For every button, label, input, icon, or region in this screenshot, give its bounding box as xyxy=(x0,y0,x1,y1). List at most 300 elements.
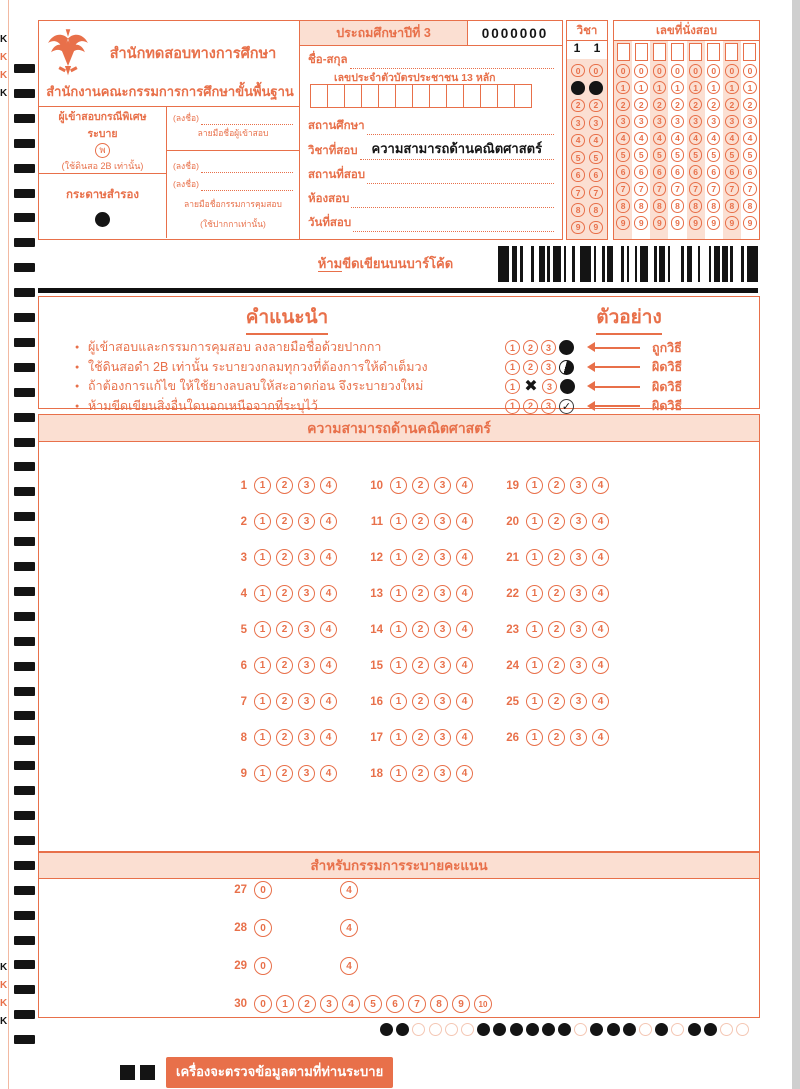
answer-bubble-q21-choice-4[interactable]: 4 xyxy=(592,549,609,566)
answer-bubble-q20-choice-1[interactable]: 1 xyxy=(526,513,543,530)
seat-bubble-col7-digit-9[interactable]: 9 xyxy=(725,216,739,230)
answer-bubble-q19-choice-4[interactable]: 4 xyxy=(592,477,609,494)
answer-bubble-q20-choice-2[interactable]: 2 xyxy=(548,513,565,530)
citizen-id-box-5[interactable] xyxy=(378,84,396,108)
answer-bubble-q16-choice-4[interactable]: 4 xyxy=(456,693,473,710)
seat-bubble-col1-digit-4[interactable]: 4 xyxy=(616,132,630,146)
timing-mark xyxy=(14,960,35,969)
seat-bubble-col2-digit-1[interactable]: 1 xyxy=(634,81,648,95)
seat-bubble-col4-digit-2[interactable]: 2 xyxy=(671,98,685,112)
answer-bubble-q26-choice-2[interactable]: 2 xyxy=(548,729,565,746)
timing-mark xyxy=(14,911,35,920)
seat-bubble-col4-digit-5[interactable]: 5 xyxy=(671,148,685,162)
answer-bubble-q21-choice-1[interactable]: 1 xyxy=(526,549,543,566)
answer-cell xyxy=(359,477,495,494)
answer-bubble-q22-choice-2[interactable]: 2 xyxy=(548,585,565,602)
timing-mark xyxy=(14,189,35,198)
subject-bubble-col1-digit-9[interactable]: 9 xyxy=(571,221,585,235)
answer-bubble-q16-choice-1[interactable]: 1 xyxy=(390,693,407,710)
registration-mark: K xyxy=(0,998,8,1009)
seat-bubble-col6-digit-4[interactable]: 4 xyxy=(707,132,721,146)
score-bubble-q30-value-10[interactable]: 10 xyxy=(474,995,492,1013)
score-bubble-q30-value-8[interactable]: 8 xyxy=(430,995,448,1013)
answer-row xyxy=(223,765,631,782)
seat-bubble-col5-digit-7[interactable]: 7 xyxy=(689,182,703,196)
proctor-signature-line-1[interactable] xyxy=(201,172,293,173)
seat-digit-writebox-5[interactable] xyxy=(689,43,702,61)
timing-mark xyxy=(14,562,35,571)
seat-bubble-col2-digit-0[interactable]: 0 xyxy=(634,64,648,78)
score-bubble-q30-value-5[interactable]: 5 xyxy=(364,995,382,1013)
seat-bubble-col7-digit-0[interactable]: 0 xyxy=(725,64,739,78)
citizen-id-box-11[interactable] xyxy=(480,84,498,108)
answer-bubble-q23-choice-1[interactable]: 1 xyxy=(526,621,543,638)
spare-paper-box xyxy=(39,174,166,238)
seat-bubble-col4-digit-8[interactable]: 8 xyxy=(671,199,685,213)
seat-bubble-col6-digit-3[interactable]: 3 xyxy=(707,115,721,129)
seat-bubble-col5-digit-3[interactable]: 3 xyxy=(689,115,703,129)
answer-bubble-q4-choice-2[interactable]: 2 xyxy=(276,585,293,602)
seat-bubble-col2-digit-2[interactable]: 2 xyxy=(634,98,648,112)
answer-row xyxy=(223,693,631,710)
seat-bubble-col3-digit-6[interactable]: 6 xyxy=(653,165,667,179)
answer-bubble-q7-choice-3[interactable]: 3 xyxy=(298,693,315,710)
citizen-id-box-3[interactable] xyxy=(344,84,362,108)
seat-bubble-col3-digit-8[interactable]: 8 xyxy=(653,199,667,213)
seat-bubble-col8-digit-3[interactable]: 3 xyxy=(743,115,757,129)
answer-bubble-q7-choice-1[interactable]: 1 xyxy=(254,693,271,710)
checked-bubble-icon: ✓ xyxy=(559,399,574,414)
seat-column-5 xyxy=(687,41,705,239)
timing-mark xyxy=(14,413,35,422)
answer-bubble-q19-choice-1[interactable]: 1 xyxy=(526,477,543,494)
answer-bubble-q14-choice-1[interactable]: 1 xyxy=(390,621,407,638)
score-bubble-q27-value-4[interactable]: 4 xyxy=(340,881,358,899)
score-bubble-q27-value-0[interactable]: 0 xyxy=(254,881,272,899)
date-field-line[interactable] xyxy=(353,231,554,232)
example-bubbles xyxy=(505,360,580,375)
seat-bubble-col7-digit-6[interactable]: 6 xyxy=(725,165,739,179)
filled-bubble-icon xyxy=(560,379,575,394)
answer-bubble-q18-choice-3[interactable]: 3 xyxy=(434,765,451,782)
answer-bubble-q8-choice-3[interactable]: 3 xyxy=(298,729,315,746)
citizen-id-box-12[interactable] xyxy=(497,84,515,108)
subject-bubble-col1-digit-4[interactable]: 4 xyxy=(571,134,585,148)
answer-bubble-q3-choice-2[interactable]: 2 xyxy=(276,549,293,566)
seat-digit-writebox-7[interactable] xyxy=(725,43,738,61)
seat-bubble-col3-digit-9[interactable]: 9 xyxy=(653,216,667,230)
seat-bubble-col4-digit-4[interactable]: 4 xyxy=(671,132,685,146)
seat-bubble-col5-digit-8[interactable]: 8 xyxy=(689,199,703,213)
seat-bubble-col8-digit-9[interactable]: 9 xyxy=(743,216,757,230)
answer-bubble-q13-choice-3[interactable]: 3 xyxy=(434,585,451,602)
timing-dot-6 xyxy=(461,1023,474,1036)
seat-bubble-col1-digit-8[interactable]: 8 xyxy=(616,199,630,213)
footer-note: เครื่องจะตรวจข้อมูลตามที่ท่านระบาย xyxy=(166,1057,393,1088)
barcode-stripe xyxy=(498,246,509,282)
seat-bubble-col3-digit-5[interactable]: 5 xyxy=(653,148,667,162)
answer-bubble-q10-choice-3[interactable]: 3 xyxy=(434,477,451,494)
timing-mark xyxy=(14,637,35,646)
answer-bubble-q16-choice-2[interactable]: 2 xyxy=(412,693,429,710)
seat-digit-writebox-1[interactable] xyxy=(617,43,630,61)
seat-bubble-col6-digit-7[interactable]: 7 xyxy=(707,182,721,196)
seat-bubble-col7-digit-2[interactable]: 2 xyxy=(725,98,739,112)
citizen-id-box-10[interactable] xyxy=(463,84,481,108)
spare-paper-filled-bubble[interactable] xyxy=(95,212,110,227)
seat-bubble-col3-digit-3[interactable]: 3 xyxy=(653,115,667,129)
grade-level-label: ประถมศึกษาปีที่ 3 xyxy=(300,21,468,45)
seat-digit-writebox-2[interactable] xyxy=(635,43,648,61)
seat-bubble-col2-digit-6[interactable]: 6 xyxy=(634,165,648,179)
seat-bubble-col8-digit-8[interactable]: 8 xyxy=(743,199,757,213)
answer-bubble-q22-choice-4[interactable]: 4 xyxy=(592,585,609,602)
instructions-title: คำแนะนำ xyxy=(246,302,328,335)
seat-bubble-col1-digit-3[interactable]: 3 xyxy=(616,115,630,129)
examinee-signature-cell xyxy=(167,107,299,151)
seat-bubble-col8-digit-0[interactable]: 0 xyxy=(743,64,757,78)
seat-bubble-col8-digit-1[interactable]: 1 xyxy=(743,81,757,95)
answer-bubble-q11-choice-1[interactable]: 1 xyxy=(390,513,407,530)
score-bubble-q30-value-3[interactable]: 3 xyxy=(320,995,338,1013)
subject-field-line[interactable] xyxy=(360,138,554,160)
scorer-row-q30 xyxy=(223,995,496,1013)
venue-field-line[interactable] xyxy=(367,183,554,184)
answer-bubble-q4-choice-1[interactable]: 1 xyxy=(254,585,271,602)
seat-bubble-col7-digit-5[interactable]: 5 xyxy=(725,148,739,162)
answer-bubble-q1-choice-4[interactable]: 4 xyxy=(320,477,337,494)
answer-bubble-q25-choice-2[interactable]: 2 xyxy=(548,693,565,710)
answer-bubble-q12-choice-4[interactable]: 4 xyxy=(456,549,473,566)
answer-bubble-q26-choice-1[interactable]: 1 xyxy=(526,729,543,746)
seat-bubble-col6-digit-8[interactable]: 8 xyxy=(707,199,721,213)
timing-mark xyxy=(14,487,35,496)
answer-bubble-q15-choice-2[interactable]: 2 xyxy=(412,657,429,674)
answer-bubble-q18-choice-2[interactable]: 2 xyxy=(412,765,429,782)
barcode-stripe xyxy=(640,246,648,282)
seat-bubble-col5-digit-4[interactable]: 4 xyxy=(689,132,703,146)
answer-bubble-q6-choice-3[interactable]: 3 xyxy=(298,657,315,674)
answer-bubble-q3-choice-4[interactable]: 4 xyxy=(320,549,337,566)
score-bubble-q28-value-0[interactable]: 0 xyxy=(254,919,272,937)
answer-bubble-q2-choice-3[interactable]: 3 xyxy=(298,513,315,530)
answer-bubble-q26-choice-3[interactable]: 3 xyxy=(570,729,587,746)
answer-bubble-q13-choice-1[interactable]: 1 xyxy=(390,585,407,602)
seat-bubble-col3-digit-2[interactable]: 2 xyxy=(653,98,667,112)
seat-bubble-col6-digit-5[interactable]: 5 xyxy=(707,148,721,162)
answer-bubble-q9-choice-4[interactable]: 4 xyxy=(320,765,337,782)
answer-bubble-q10-choice-4[interactable]: 4 xyxy=(456,477,473,494)
score-bubble-q30-value-7[interactable]: 7 xyxy=(408,995,426,1013)
seat-bubble-col1-digit-5[interactable]: 5 xyxy=(616,148,630,162)
seat-bubble-col2-digit-4[interactable]: 4 xyxy=(634,132,648,146)
citizen-id-box-4[interactable] xyxy=(361,84,379,108)
score-bubble-q30-value-9[interactable]: 9 xyxy=(452,995,470,1013)
answer-bubble-q25-choice-4[interactable]: 4 xyxy=(592,693,609,710)
seat-bubble-col8-digit-4[interactable]: 4 xyxy=(743,132,757,146)
scorer-row-q27 xyxy=(223,881,496,899)
registration-mark: K xyxy=(0,1016,8,1027)
barcode-stripe xyxy=(553,246,561,282)
answer-bubble-q9-choice-2[interactable]: 2 xyxy=(276,765,293,782)
answer-bubble-q15-choice-4[interactable]: 4 xyxy=(456,657,473,674)
timing-mark xyxy=(14,886,35,895)
seat-digit-writebox-6[interactable] xyxy=(707,43,720,61)
seat-bubble-col1-digit-0[interactable]: 0 xyxy=(616,64,630,78)
answer-bubble-q4-choice-3[interactable]: 3 xyxy=(298,585,315,602)
answer-bubble-q2-choice-1[interactable]: 1 xyxy=(254,513,271,530)
answer-bubble-q12-choice-1[interactable]: 1 xyxy=(390,549,407,566)
special-case-bubble[interactable]: พ xyxy=(95,143,110,158)
scorer-row-q28 xyxy=(223,919,496,937)
seat-bubble-col8-digit-7[interactable]: 7 xyxy=(743,182,757,196)
seat-bubble-col4-digit-3[interactable]: 3 xyxy=(671,115,685,129)
answer-bubble-q16-choice-3[interactable]: 3 xyxy=(434,693,451,710)
answer-bubble-q17-choice-2[interactable]: 2 xyxy=(412,729,429,746)
subject-bubble-col2-digit-9[interactable]: 9 xyxy=(589,221,603,235)
score-bubble-q30-value-4[interactable]: 4 xyxy=(342,995,360,1013)
answer-bubble-q15-choice-3[interactable]: 3 xyxy=(434,657,451,674)
answer-bubble-q18-choice-4[interactable]: 4 xyxy=(456,765,473,782)
answer-bubble-q6-choice-2[interactable]: 2 xyxy=(276,657,293,674)
question-number-11: 11 xyxy=(370,515,383,528)
subject-bubble-col1-digit-3[interactable]: 3 xyxy=(571,116,585,130)
seat-bubble-col1-digit-2[interactable]: 2 xyxy=(616,98,630,112)
answer-bubble-q5-choice-2[interactable]: 2 xyxy=(276,621,293,638)
subject-bubble-col2-digit-1[interactable] xyxy=(589,81,603,95)
answer-bubble-q7-choice-4[interactable]: 4 xyxy=(320,693,337,710)
answer-bubble-q14-choice-3[interactable]: 3 xyxy=(434,621,451,638)
answer-bubble-q8-choice-1[interactable]: 1 xyxy=(254,729,271,746)
school-field-line[interactable] xyxy=(367,134,554,135)
answer-bubble-q22-choice-3[interactable]: 3 xyxy=(570,585,587,602)
answer-bubble-q11-choice-4[interactable]: 4 xyxy=(456,513,473,530)
seat-bubble-col2-digit-3[interactable]: 3 xyxy=(634,115,648,129)
seat-bubble-col4-digit-6[interactable]: 6 xyxy=(671,165,685,179)
example-bubble-3: 3 xyxy=(541,360,556,375)
answer-bubble-q17-choice-4[interactable]: 4 xyxy=(456,729,473,746)
spare-paper-label: กระดาษสำรอง xyxy=(66,188,139,201)
seat-bubble-col5-digit-2[interactable]: 2 xyxy=(689,98,703,112)
seat-bubble-col5-digit-6[interactable]: 6 xyxy=(689,165,703,179)
timing-mark xyxy=(14,836,35,845)
subject-bubble-col2-digit-5[interactable]: 5 xyxy=(589,151,603,165)
subject-bubble-col2-digit-6[interactable]: 6 xyxy=(589,168,603,182)
answer-bubble-q24-choice-4[interactable]: 4 xyxy=(592,657,609,674)
answer-bubble-q5-choice-1[interactable]: 1 xyxy=(254,621,271,638)
answer-bubble-q25-choice-1[interactable]: 1 xyxy=(526,693,543,710)
answer-bubble-q15-choice-1[interactable]: 1 xyxy=(390,657,407,674)
seat-bubble-col1-digit-6[interactable]: 6 xyxy=(616,165,630,179)
answer-bubble-q9-choice-3[interactable]: 3 xyxy=(298,765,315,782)
subject-bubble-col1-digit-8[interactable]: 8 xyxy=(571,203,585,217)
answer-bubble-q21-choice-2[interactable]: 2 xyxy=(548,549,565,566)
seat-bubble-col5-digit-0[interactable]: 0 xyxy=(689,64,703,78)
answer-bubble-q8-choice-2[interactable]: 2 xyxy=(276,729,293,746)
answer-bubble-q23-choice-2[interactable]: 2 xyxy=(548,621,565,638)
examinee-signature-line[interactable] xyxy=(201,124,293,125)
citizen-id-box-9[interactable] xyxy=(446,84,464,108)
subject-bubble-col2-digit-4[interactable]: 4 xyxy=(589,134,603,148)
seat-bubble-col7-digit-7[interactable]: 7 xyxy=(725,182,739,196)
answer-cell xyxy=(223,693,359,710)
seat-bubble-col1-digit-1[interactable]: 1 xyxy=(616,81,630,95)
answer-bubble-q21-choice-3[interactable]: 3 xyxy=(570,549,587,566)
seat-bubble-col6-digit-0[interactable]: 0 xyxy=(707,64,721,78)
citizen-id-box-6[interactable] xyxy=(395,84,413,108)
seat-bubble-col6-digit-1[interactable]: 1 xyxy=(707,81,721,95)
answer-bubble-q14-choice-2[interactable]: 2 xyxy=(412,621,429,638)
seat-bubble-col8-digit-6[interactable]: 6 xyxy=(743,165,757,179)
seat-bubble-col4-digit-9[interactable]: 9 xyxy=(671,216,685,230)
answer-bubble-q3-choice-1[interactable]: 1 xyxy=(254,549,271,566)
subject-bubble-col1-digit-7[interactable]: 7 xyxy=(571,186,585,200)
citizen-id-box-2[interactable] xyxy=(327,84,345,108)
answer-bubble-q24-choice-3[interactable]: 3 xyxy=(570,657,587,674)
answer-bubble-q19-choice-2[interactable]: 2 xyxy=(548,477,565,494)
answer-bubble-q3-choice-3[interactable]: 3 xyxy=(298,549,315,566)
answer-bubble-q5-choice-4[interactable]: 4 xyxy=(320,621,337,638)
answer-bubble-q4-choice-4[interactable]: 4 xyxy=(320,585,337,602)
question-number-24: 24 xyxy=(506,659,519,672)
seat-bubble-col4-digit-1[interactable]: 1 xyxy=(671,81,685,95)
seat-bubble-col3-digit-0[interactable]: 0 xyxy=(653,64,667,78)
subject-bubble-col2-digit-7[interactable]: 7 xyxy=(589,186,603,200)
seat-grid-title: เลขที่นั่งสอบ xyxy=(614,21,759,41)
seat-bubble-col2-digit-9[interactable]: 9 xyxy=(634,216,648,230)
answer-cell xyxy=(359,585,495,602)
seat-bubble-col1-digit-7[interactable]: 7 xyxy=(616,182,630,196)
answer-bubble-q13-choice-2[interactable]: 2 xyxy=(412,585,429,602)
answer-bubble-q12-choice-2[interactable]: 2 xyxy=(412,549,429,566)
answer-bubble-q23-choice-4[interactable]: 4 xyxy=(592,621,609,638)
seat-bubble-col7-digit-4[interactable]: 4 xyxy=(725,132,739,146)
seat-bubble-col6-digit-9[interactable]: 9 xyxy=(707,216,721,230)
score-bubble-q28-value-4[interactable]: 4 xyxy=(340,919,358,937)
answer-bubble-q2-choice-2[interactable]: 2 xyxy=(276,513,293,530)
subject-bubble-row xyxy=(567,221,607,235)
proctor-signature-line-2[interactable] xyxy=(201,190,293,191)
score-bubble-q30-value-1[interactable]: 1 xyxy=(276,995,294,1013)
seat-bubble-col5-digit-9[interactable]: 9 xyxy=(689,216,703,230)
subject-bubble-col2-digit-2[interactable]: 2 xyxy=(589,99,603,113)
subject-bubble-col1-digit-0[interactable]: 0 xyxy=(571,64,585,78)
answer-bubble-q26-choice-4[interactable]: 4 xyxy=(592,729,609,746)
subject-bubble-col2-digit-3[interactable]: 3 xyxy=(589,116,603,130)
answer-bubble-q12-choice-3[interactable]: 3 xyxy=(434,549,451,566)
seat-bubble-col8-digit-2[interactable]: 2 xyxy=(743,98,757,112)
seat-bubble-col4-digit-7[interactable]: 7 xyxy=(671,182,685,196)
answer-bubble-q2-choice-4[interactable]: 4 xyxy=(320,513,337,530)
answer-bubble-q7-choice-2[interactable]: 2 xyxy=(276,693,293,710)
subject-bubble-col1-digit-2[interactable]: 2 xyxy=(571,99,585,113)
subject-bubble-col1-digit-5[interactable]: 5 xyxy=(571,151,585,165)
answer-bubble-q9-choice-1[interactable]: 1 xyxy=(254,765,271,782)
answer-bubble-q24-choice-2[interactable]: 2 xyxy=(548,657,565,674)
example-bubble-1: 1 xyxy=(505,360,520,375)
answer-bubble-q20-choice-4[interactable]: 4 xyxy=(592,513,609,530)
answer-row xyxy=(223,513,631,530)
score-bubble-q29-value-0[interactable]: 0 xyxy=(254,957,272,975)
seat-bubble-col3-digit-7[interactable]: 7 xyxy=(653,182,667,196)
seat-bubble-col2-digit-8[interactable]: 8 xyxy=(634,199,648,213)
answer-bubble-q10-choice-1[interactable]: 1 xyxy=(390,477,407,494)
citizen-id-box-8[interactable] xyxy=(429,84,447,108)
answer-bubble-q1-choice-2[interactable]: 2 xyxy=(276,477,293,494)
seat-digit-writebox-4[interactable] xyxy=(671,43,684,61)
answer-bubble-q11-choice-3[interactable]: 3 xyxy=(434,513,451,530)
timing-mark xyxy=(14,612,35,621)
score-bubble-q30-value-0[interactable]: 0 xyxy=(254,995,272,1013)
seat-bubble-col4-digit-0[interactable]: 0 xyxy=(671,64,685,78)
seat-bubble-col6-digit-2[interactable]: 2 xyxy=(707,98,721,112)
room-field-line[interactable] xyxy=(351,207,554,208)
citizen-id-box-1[interactable] xyxy=(310,84,328,108)
seat-bubble-col5-digit-1[interactable]: 1 xyxy=(689,81,703,95)
answer-bubble-q23-choice-3[interactable]: 3 xyxy=(570,621,587,638)
seat-digit-writebox-8[interactable] xyxy=(743,43,756,61)
answer-bubble-q25-choice-3[interactable]: 3 xyxy=(570,693,587,710)
answer-bubble-q20-choice-3[interactable]: 3 xyxy=(570,513,587,530)
seat-digit-writebox-3[interactable] xyxy=(653,43,666,61)
seat-bubble-col2-digit-5[interactable]: 5 xyxy=(634,148,648,162)
citizen-id-box-13[interactable] xyxy=(514,84,532,108)
seat-bubble-col7-digit-3[interactable]: 3 xyxy=(725,115,739,129)
answer-bubble-q18-choice-1[interactable]: 1 xyxy=(390,765,407,782)
subject-bubble-col2-digit-8[interactable]: 8 xyxy=(589,203,603,217)
seat-bubble-col7-digit-8[interactable]: 8 xyxy=(725,199,739,213)
answer-row xyxy=(223,477,631,494)
citizen-id-box-7[interactable] xyxy=(412,84,430,108)
seat-bubble-col3-digit-4[interactable]: 4 xyxy=(653,132,667,146)
seat-bubble-col5-digit-5[interactable]: 5 xyxy=(689,148,703,162)
timing-dot-20 xyxy=(688,1023,701,1036)
subject-bubble-col2-digit-0[interactable]: 0 xyxy=(589,64,603,78)
timing-mark xyxy=(14,985,35,994)
seat-bubble-col2-digit-7[interactable]: 7 xyxy=(634,182,648,196)
answer-bubble-q11-choice-2[interactable]: 2 xyxy=(412,513,429,530)
answer-bubble-q14-choice-4[interactable]: 4 xyxy=(456,621,473,638)
answer-bubble-q10-choice-2[interactable]: 2 xyxy=(412,477,429,494)
subject-bubble-col1-digit-6[interactable]: 6 xyxy=(571,168,585,182)
answer-bubble-q24-choice-1[interactable]: 1 xyxy=(526,657,543,674)
answer-bubble-q17-choice-3[interactable]: 3 xyxy=(434,729,451,746)
answer-section-box xyxy=(38,414,760,852)
seat-bubble-col6-digit-6[interactable]: 6 xyxy=(707,165,721,179)
timing-mark xyxy=(14,811,35,820)
subject-bubble-col1-digit-1[interactable] xyxy=(571,81,585,95)
seat-bubble-col3-digit-1[interactable]: 1 xyxy=(653,81,667,95)
answer-bubble-q13-choice-4[interactable]: 4 xyxy=(456,585,473,602)
score-bubble-q30-value-6[interactable]: 6 xyxy=(386,995,404,1013)
seat-bubble-col8-digit-5[interactable]: 5 xyxy=(743,148,757,162)
answer-bubble-q1-choice-1[interactable]: 1 xyxy=(254,477,271,494)
answer-bubble-q22-choice-1[interactable]: 1 xyxy=(526,585,543,602)
answer-bubble-q6-choice-1[interactable]: 1 xyxy=(254,657,271,674)
answer-bubble-q8-choice-4[interactable]: 4 xyxy=(320,729,337,746)
answer-bubble-q19-choice-3[interactable]: 3 xyxy=(570,477,587,494)
answer-bubble-q6-choice-4[interactable]: 4 xyxy=(320,657,337,674)
answer-bubble-q1-choice-3[interactable]: 3 xyxy=(298,477,315,494)
seat-column-2 xyxy=(632,41,650,239)
score-bubble-q29-value-4[interactable]: 4 xyxy=(340,957,358,975)
footer xyxy=(120,1057,393,1088)
seat-bubble-col1-digit-9[interactable]: 9 xyxy=(616,216,630,230)
answer-bubble-q5-choice-3[interactable]: 3 xyxy=(298,621,315,638)
score-bubble-q30-value-2[interactable]: 2 xyxy=(298,995,316,1013)
answer-bubble-q17-choice-1[interactable]: 1 xyxy=(390,729,407,746)
seat-bubble-col7-digit-1[interactable]: 1 xyxy=(725,81,739,95)
